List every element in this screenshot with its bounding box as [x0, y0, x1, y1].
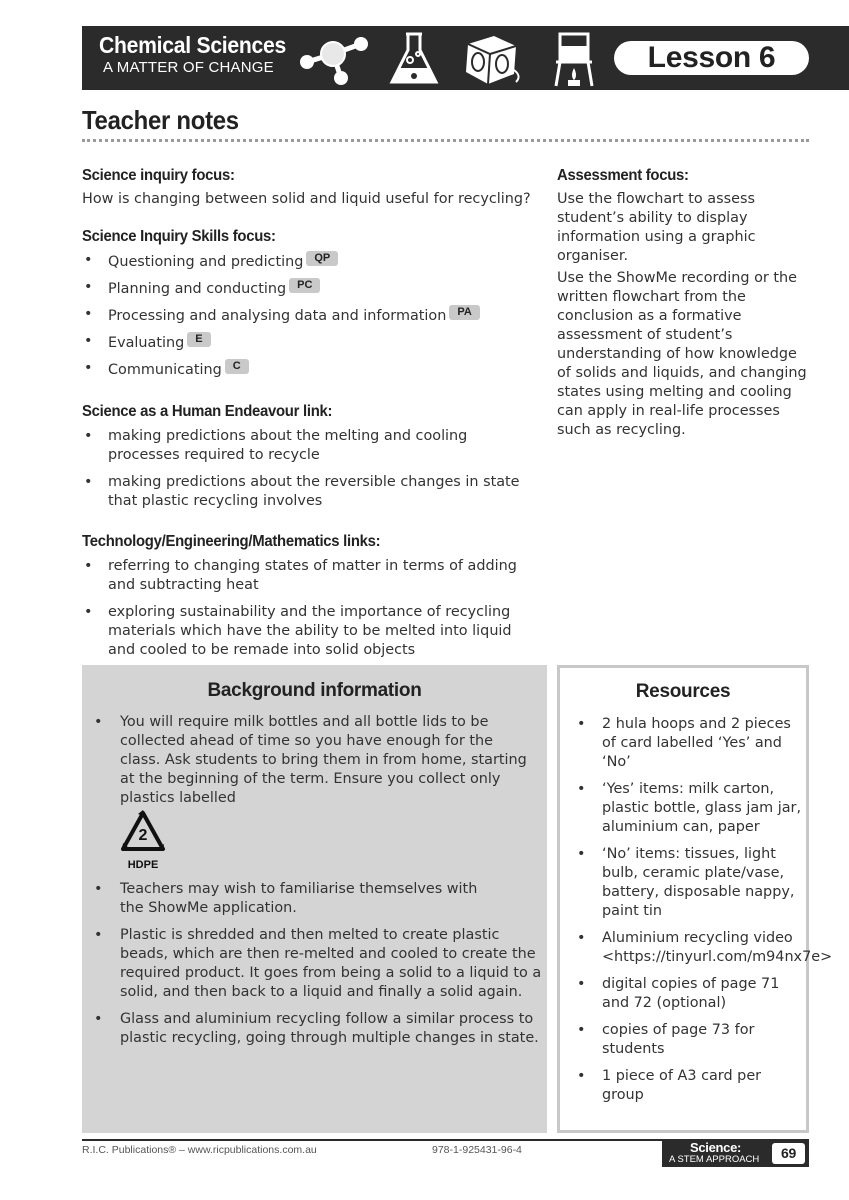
list-item: • Glass and aluminium recycling follow a similar process to plastic recycling, going through multiple changes in state. [90, 1010, 542, 1048]
list-item: • You will require milk bottles and all bottle lids to be collected ahead of time so you have enough for the class. Ask students to bring them in from home, starting at the beginning of the term. Ensure you collect only plastics labelled 2 HDPE [90, 713, 542, 872]
flask-icon [386, 30, 442, 88]
assessment-heading: Assessment focus: [557, 167, 689, 184]
ice-cube-icon [458, 30, 524, 88]
list-item: • Teachers may wish to familiarise themselves with the ShowMe application. [90, 880, 542, 918]
resources-list [572, 715, 833, 1113]
assessment-text-2: Use the ShowMe recording or the written flowchart from the conclusion as a formative assessment of student’s understanding of how knowledge of solids and liquids, and changing states using melting and cooling can apply in real-life processes such as recycling. [557, 270, 807, 438]
resources-panel [557, 665, 833, 1133]
skill-code-badge: E [187, 332, 210, 347]
inquiry-text: How is changing between solid and liquid useful for recycling? [82, 191, 531, 207]
page-number: 69 [772, 1143, 805, 1164]
background-info-panel [82, 665, 547, 1133]
series-title: Science: [690, 1140, 742, 1155]
endeavour-list [82, 427, 522, 511]
list-item: • ‘Yes’ items: milk carton, plastic bottle, glass jam jar, aluminium can, paper [572, 780, 802, 837]
skill-code-badge: C [225, 359, 249, 374]
list-item: • 1 piece of A3 card per group [572, 1067, 802, 1105]
assessment-text-1: Use the flowchart to assess student’s ability to display information using a graphic organiser. [557, 191, 756, 264]
list-item: • exploring sustainability and the importance of recycling materials which have the ability to be melted into liquid and cooled to be remade into solid objects [82, 603, 542, 660]
list-item: • making predictions about the melting and cooling processes required to recycle [82, 427, 522, 465]
unit-subtitle: A MATTER OF CHANGE [103, 59, 274, 76]
resources-heading: Resources [635, 681, 731, 702]
endeavour-heading: Science as a Human Endeavour link: [82, 403, 333, 420]
skills-list [82, 251, 542, 386]
skill-code-badge: QP [306, 251, 338, 266]
list-item: • digital copies of page 71 and 72 (optional) [572, 975, 802, 1013]
isbn: 978-1-925431-96-4 [432, 1144, 522, 1156]
recycle-number: 2 [138, 827, 148, 844]
list-item: • 2 hula hoops and 2 pieces of card labelled ‘Yes’ and ‘No’ [572, 715, 802, 772]
dotted-divider [82, 139, 809, 142]
lesson-number: Lesson 6 [614, 41, 809, 75]
hdpe-recycle-symbol [120, 810, 166, 872]
list-item: • referring to changing states of matter in terms of adding and subtracting heat [82, 557, 542, 595]
background-list [90, 713, 542, 1056]
list-item: • Planning and conducting PC [82, 278, 542, 305]
list-item: • copies of page 73 for students [572, 1021, 802, 1059]
series-badge [662, 1140, 809, 1167]
tem-list [82, 557, 542, 660]
list-item: • Processing and analysing data and information PA [82, 305, 542, 332]
list-item: • Plastic is shredded and then melted to create plastic beads, which are then re-melted and cooled to create the required product. It goes from being a solid to a liquid to a solid, and then back to a liquid and finally a solid again. [90, 926, 542, 1002]
list-item: • Communicating C [82, 359, 542, 386]
skill-code-badge: PA [449, 305, 479, 320]
tem-heading: Technology/Engineering/Mathematics links: [82, 533, 381, 550]
skill-code-badge: PC [289, 278, 320, 293]
inquiry-heading: Science inquiry focus: [82, 167, 235, 184]
series-subtitle: A STEM APPROACH [669, 1154, 760, 1165]
unit-title: Chemical Sciences [99, 32, 287, 58]
beaker-burner-icon [552, 30, 596, 88]
list-item: • ‘No’ items: tissues, light bulb, ceramic plate/vase, battery, disposable nappy, paint tin [572, 845, 802, 921]
molecule-icon [295, 34, 371, 86]
list-item: • Aluminium recycling video <https://tinyurl.com/m94nx7e> [572, 929, 802, 967]
recycle-label: HDPE [127, 859, 159, 871]
list-item: • making predictions about the reversible changes in state that plastic recycling involves [82, 473, 522, 511]
publisher-credit: R.I.C. Publications® – www.ricpublications.com.au [82, 1144, 317, 1156]
background-heading: Background information [207, 680, 422, 701]
header-banner [82, 26, 849, 90]
skills-heading: Science Inquiry Skills focus: [82, 228, 276, 245]
list-item: • Evaluating E [82, 332, 542, 359]
page-title: Teacher notes [82, 105, 239, 135]
list-item: • Questioning and predicting QP [82, 251, 542, 278]
